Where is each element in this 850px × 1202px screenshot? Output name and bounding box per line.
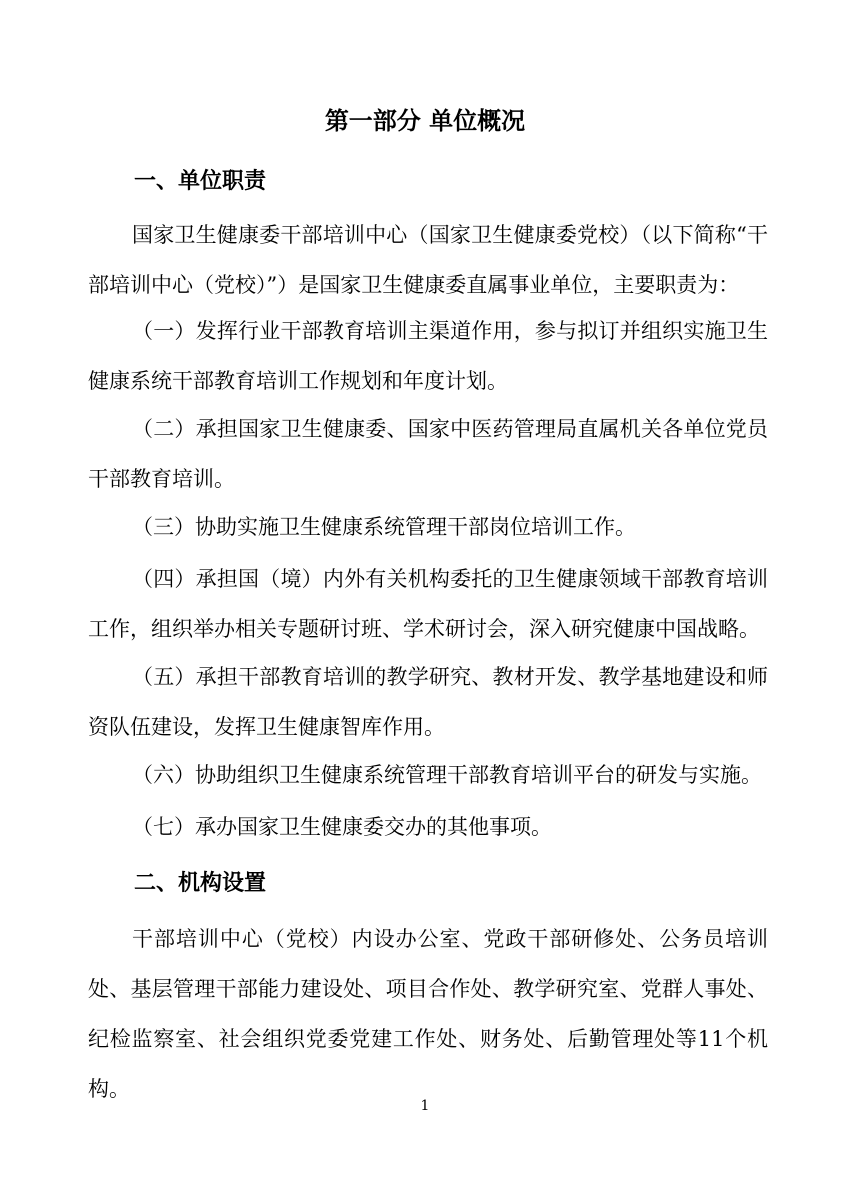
organization-paragraph: 干部培训中心（党校）内设办公室、党政干部研修处、公务员培训处、基层管理干部能力建设处、项目合作处、教学研究室、党群人事处、纪检监察室、社会组织党委党建工作处、财务处、后勤管理处等11个机构。: [88, 927, 768, 1101]
page-number: 1: [420, 1098, 430, 1114]
responsibility-item-4: （四）承担国（境）内外有关机构委托的卫生健康领域干部教育培训工作，组织举办相关专题研讨班、学术研讨会，深入研究健康中国战略。: [88, 567, 768, 641]
intro-paragraph: 国家卫生健康委干部培训中心（国家卫生健康委党校）（以下简称“干部培训中心（党校）”）是国家卫生健康委直属事业单位，主要职责为：: [88, 223, 768, 297]
section-heading-responsibilities: 一、单位职责: [134, 169, 267, 194]
section-heading-organization: 二、机构设置: [134, 871, 267, 896]
responsibility-item-1: （一）发挥行业干部教育培训主渠道作用，参与拟订并组织实施卫生健康系统干部教育培训工作规划和年度计划。: [88, 319, 768, 393]
responsibility-item-7: （七）承办国家卫生健康委交办的其他事项。: [132, 815, 552, 839]
responsibility-item-6: （六）协助组织卫生健康系统管理干部教育培训平台的研发与实施。: [132, 763, 762, 787]
page-title: 第一部分 单位概况: [324, 107, 526, 135]
responsibility-item-2: （二）承担国家卫生健康委、国家中医药管理局直属机关各单位党员干部教育培训。: [88, 417, 768, 491]
responsibility-item-5: （五）承担干部教育培训的教学研究、教材开发、教学基地建设和师资队伍建设，发挥卫生健康智库作用。: [88, 665, 768, 739]
responsibility-item-3: （三）协助实施卫生健康系统管理干部岗位培训工作。: [132, 515, 636, 539]
